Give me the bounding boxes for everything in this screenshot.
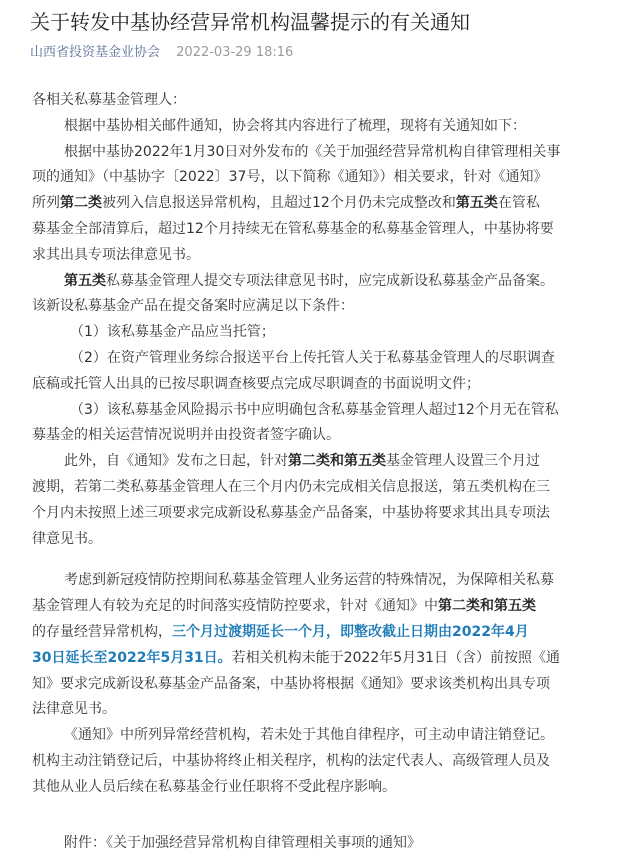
condition-item: （2）在资产管理业务综合报送平台上传托管人关于私募基金管理人的尽职调查 <box>70 349 555 366</box>
text-span: 若相关机构未能于2022年5月31日（含）前按照《通 <box>231 649 561 666</box>
text-line <box>32 646 614 672</box>
text-line: 求其出具专项法律意见书。 <box>32 246 200 263</box>
text-line <box>32 594 614 620</box>
highlight-deadline: 三个月过渡期延长一个月，即整改截止日期由2022年4月 <box>172 623 529 640</box>
text-span: 私募基金管理人提交专项法律意见书时，应完成新设私募基金产品备案。 <box>106 272 554 289</box>
text-line <box>32 449 614 475</box>
text-span: 被列入信息报送异常机构，且超过12个月仍未完成整改和 <box>102 195 456 212</box>
paragraph-intro: 根据中基协相关邮件通知，协会将其内容进行了梳理，现将有关通知如下： <box>64 117 526 134</box>
text-line: 根据中基协2022年1月30日对外发布的《关于加强经营异常机构自律管理相关事 <box>64 143 561 160</box>
paragraph-category-five <box>32 269 614 321</box>
greeting: 各相关私募基金管理人： <box>32 92 186 108</box>
text-span: 此外，自《通知》发布之日起，针对 <box>64 453 288 470</box>
emphasis-categories: 第二类和第五类 <box>288 453 386 470</box>
paragraph-extension <box>32 568 614 723</box>
publish-date: 2022-03-29 18:16 <box>176 45 294 60</box>
conditions-list <box>32 320 614 449</box>
text-line: 律意见书。 <box>32 530 102 547</box>
text-span: 在管私 <box>497 195 540 212</box>
paragraph-requirement <box>32 140 614 269</box>
emphasis-category-five: 第五类 <box>64 272 106 289</box>
text-line <box>32 620 614 646</box>
text-line: 法律意见书。 <box>32 701 116 718</box>
article-meta <box>30 44 293 62</box>
emphasis-category-five: 第五类 <box>455 195 498 212</box>
text-line: 该新设私募基金产品在提交备案时应满足以下条件： <box>32 298 354 315</box>
text-line: 募基金全部清算后，超过12个月持续无在管私募基金的私募基金管理人，中基协将要 <box>32 220 554 237</box>
text-line: 机构主动注销登记后，中基协将终止相关程序，机构的法定代表人、高级管理人员及 <box>32 752 550 769</box>
text-span: 所列 <box>32 195 60 212</box>
text-line: 《通知》中所列异常经营机构，若未处于其他自律程序，可主动申请注销登记。 <box>64 727 554 744</box>
text-line: 底稿或托管人出具的已按尽职调查核要点完成尽职调查的书面说明文件； <box>32 375 480 392</box>
text-line: 个月内未按照上述三项要求完成新设私募基金产品备案，中基协将要求其出具专项法 <box>32 504 550 521</box>
text-line: 渡期，若第二类私募基金管理人在三个月内仍未完成相关信息报送，第五类机构在三 <box>32 478 550 495</box>
text-span: 的存量经营异常机构， <box>32 623 172 640</box>
article-title: 关于转发中基协经营异常机构温馨提示的有关通知 <box>30 10 470 34</box>
attachment-link[interactable]: 附件：《关于加强经营异常机构自律管理相关事项的通知》 <box>64 834 421 851</box>
article-body <box>32 88 614 856</box>
highlight-deadline: 30日延长至2022年5月31日。 <box>32 649 232 666</box>
paragraph-transition-period <box>32 449 614 552</box>
text-span: 基金管理人设置三个月过 <box>386 453 540 470</box>
emphasis-categories: 第二类和第五类 <box>438 598 536 615</box>
text-line: 项的通知》（中基协字〔2022〕37号，以下简称《通知》）相关要求，针对《通知》 <box>32 169 548 186</box>
text-line: 其他从业人员后续在私募基金行业任职将不受此程序影响。 <box>32 778 396 795</box>
text-line <box>32 269 614 295</box>
text-span: 基金管理人有较为充足的时间落实疫情防控要求，针对《通知》中 <box>32 598 438 615</box>
text-line: 知》要求完成新设私募基金产品备案，中基协将根据《通知》要求该类机构出具专项 <box>32 675 550 692</box>
condition-item: （3）该私募基金风险揭示书中应明确包含私募基金管理人超过12个月无在管私 <box>70 401 559 418</box>
condition-item: （1）该私募基金产品应当托管； <box>70 324 275 341</box>
text-line <box>32 191 614 217</box>
text-line: 考虑到新冠疫情防控期间私募基金管理人业务运营的特殊情况，为保障相关私募 <box>64 572 554 589</box>
paragraph-cancellation <box>32 723 614 800</box>
account-name-link[interactable]: 山西省投资基金业协会 <box>30 45 161 60</box>
emphasis-category-two: 第二类 <box>60 195 102 212</box>
text-line: 募基金的相关运营情况说明并由投资者签字确认。 <box>32 427 340 444</box>
